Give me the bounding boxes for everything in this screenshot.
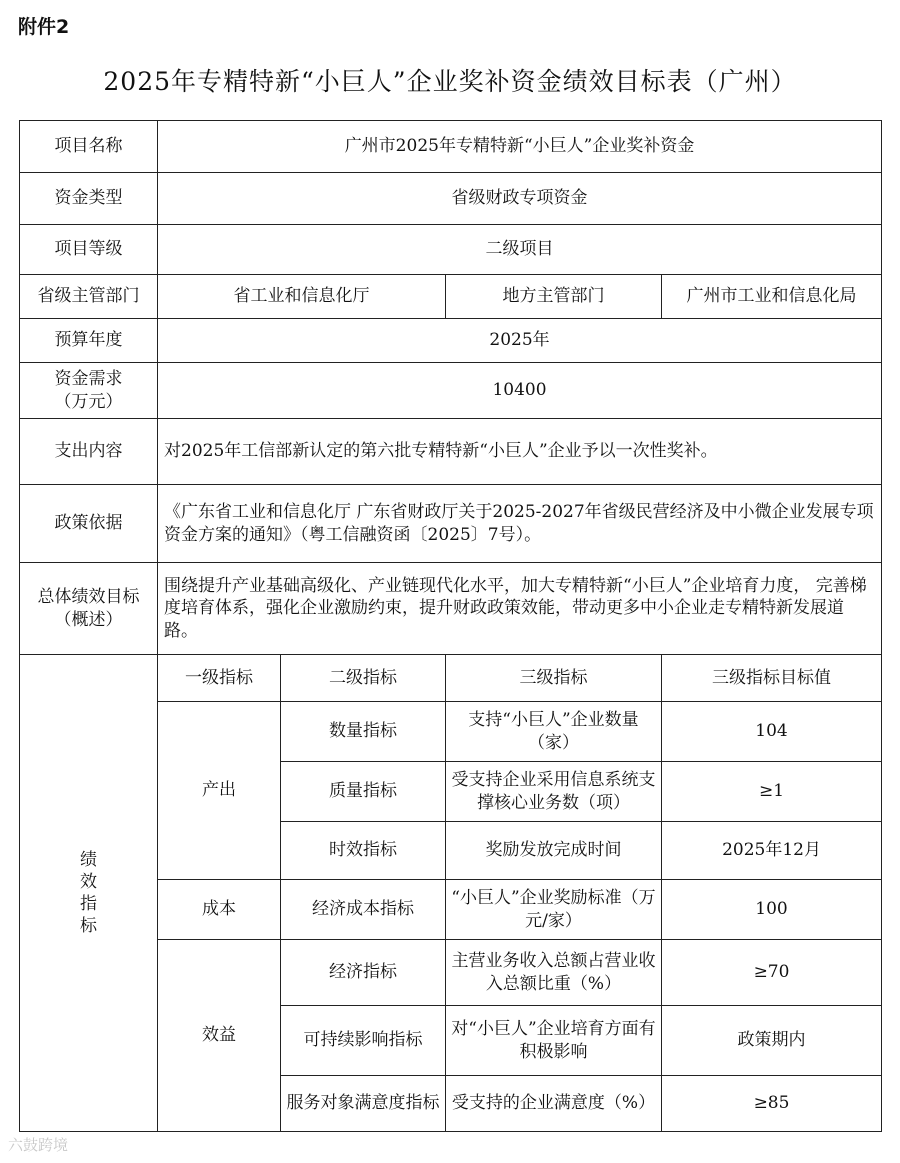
local-dept-label: 地方主管部门 [446,275,662,319]
provincial-dept-value: 省工业和信息化厅 [158,275,446,319]
level3-cell: “小巨人”企业奖励标准（万元/家） [446,880,662,940]
level2-cell: 可持续影响指标 [281,1006,446,1076]
overall-goal-label-line1: 总体绩效目标 [37,587,140,608]
level3-cell: 主营业务收入总额占营业收入总额比重（%） [446,940,662,1006]
target-cell: ≥70 [662,940,882,1006]
performance-target-table [19,120,882,1132]
fund-type-label: 资金类型 [20,173,158,225]
level2-cell: 时效指标 [281,822,446,880]
budget-year-label: 预算年度 [20,319,158,363]
target-cell: 政策期内 [662,1006,882,1076]
overall-goal-label [20,563,158,655]
overall-goal-value: 围绕提升产业基础高级化、产业链现代化水平，加大专精特新“小巨人”企业培育力度， 完善梯度培育体系，强化企业激励约束，提升财政政策效能，带动更多中小企业走专精特新发展道路。 [158,563,882,655]
level2-cell: 服务对象满意度指标 [281,1076,446,1132]
level3-cell: 受支持企业采用信息系统支撑核心业务数（项） [446,762,662,822]
target-cell: 104 [662,702,882,762]
level2-cell: 经济指标 [281,940,446,1006]
header-level1: 一级指标 [158,655,281,702]
expenditure-value: 对2025年工信部新认定的第六批专精特新“小巨人”企业予以一次性奖补。 [158,419,882,485]
fund-type-value: 省级财政专项资金 [158,173,882,225]
fund-demand-label-line1: 资金需求 [54,369,123,390]
project-level-label: 项目等级 [20,225,158,275]
level3-cell: 对“小巨人”企业培育方面有积极影响 [446,1006,662,1076]
row-project-name [20,121,882,173]
row-fund-type [20,173,882,225]
attachment-label: 附件2 [18,16,70,38]
level2-cell: 质量指标 [281,762,446,822]
indicator-side-label [20,655,158,1132]
indicator-header-row [20,655,882,702]
side-char: 效 [80,871,97,892]
level3-cell: 受支持的企业满意度（%） [446,1076,662,1132]
header-target: 三级指标目标值 [662,655,882,702]
policy-basis-value: 《广东省工业和信息化厅 广东省财政厅关于2025-2027年省级民营经济及中小微企业发展专项资金方案的通知》（粤工信融资函〔2025〕7号）。 [158,485,882,563]
expenditure-label: 支出内容 [20,419,158,485]
provincial-dept-label: 省级主管部门 [20,275,158,319]
category-benefit: 效益 [158,940,281,1132]
row-project-level [20,225,882,275]
row-policy-basis [20,485,882,563]
target-cell: 2025年12月 [662,822,882,880]
local-dept-value: 广州市工业和信息化局 [662,275,882,319]
target-cell: 100 [662,880,882,940]
level2-cell: 经济成本指标 [281,880,446,940]
target-cell: ≥85 [662,1076,882,1132]
project-name-value: 广州市2025年专精特新“小巨人”企业奖补资金 [158,121,882,173]
watermark: 六鼓跨境 [8,1136,69,1154]
category-output: 产出 [158,702,281,880]
target-cell: ≥1 [662,762,882,822]
row-departments [20,275,882,319]
level3-cell: 支持“小巨人”企业数量（家） [446,702,662,762]
side-char: 绩 [80,849,97,870]
overall-goal-label-line2: （概述） [54,609,123,630]
project-level-value: 二级项目 [158,225,882,275]
row-expenditure [20,419,882,485]
row-overall-goal [20,563,882,655]
budget-year-value: 2025年 [158,319,882,363]
row-budget-year [20,319,882,363]
policy-basis-label: 政策依据 [20,485,158,563]
header-level3: 三级指标 [446,655,662,702]
side-char: 标 [80,916,97,937]
level2-cell: 数量指标 [281,702,446,762]
row-fund-demand [20,363,882,419]
fund-demand-label [20,363,158,419]
fund-demand-value: 10400 [158,363,882,419]
category-cost: 成本 [158,880,281,940]
level3-cell: 奖励发放完成时间 [446,822,662,880]
page-title: 2025年专精特新“小巨人”企业奖补资金绩效目标表（广州） [103,67,797,96]
project-name-label: 项目名称 [20,121,158,173]
header-level2: 二级指标 [281,655,446,702]
side-char: 指 [80,894,97,914]
fund-demand-label-line2: （万元） [54,391,123,412]
